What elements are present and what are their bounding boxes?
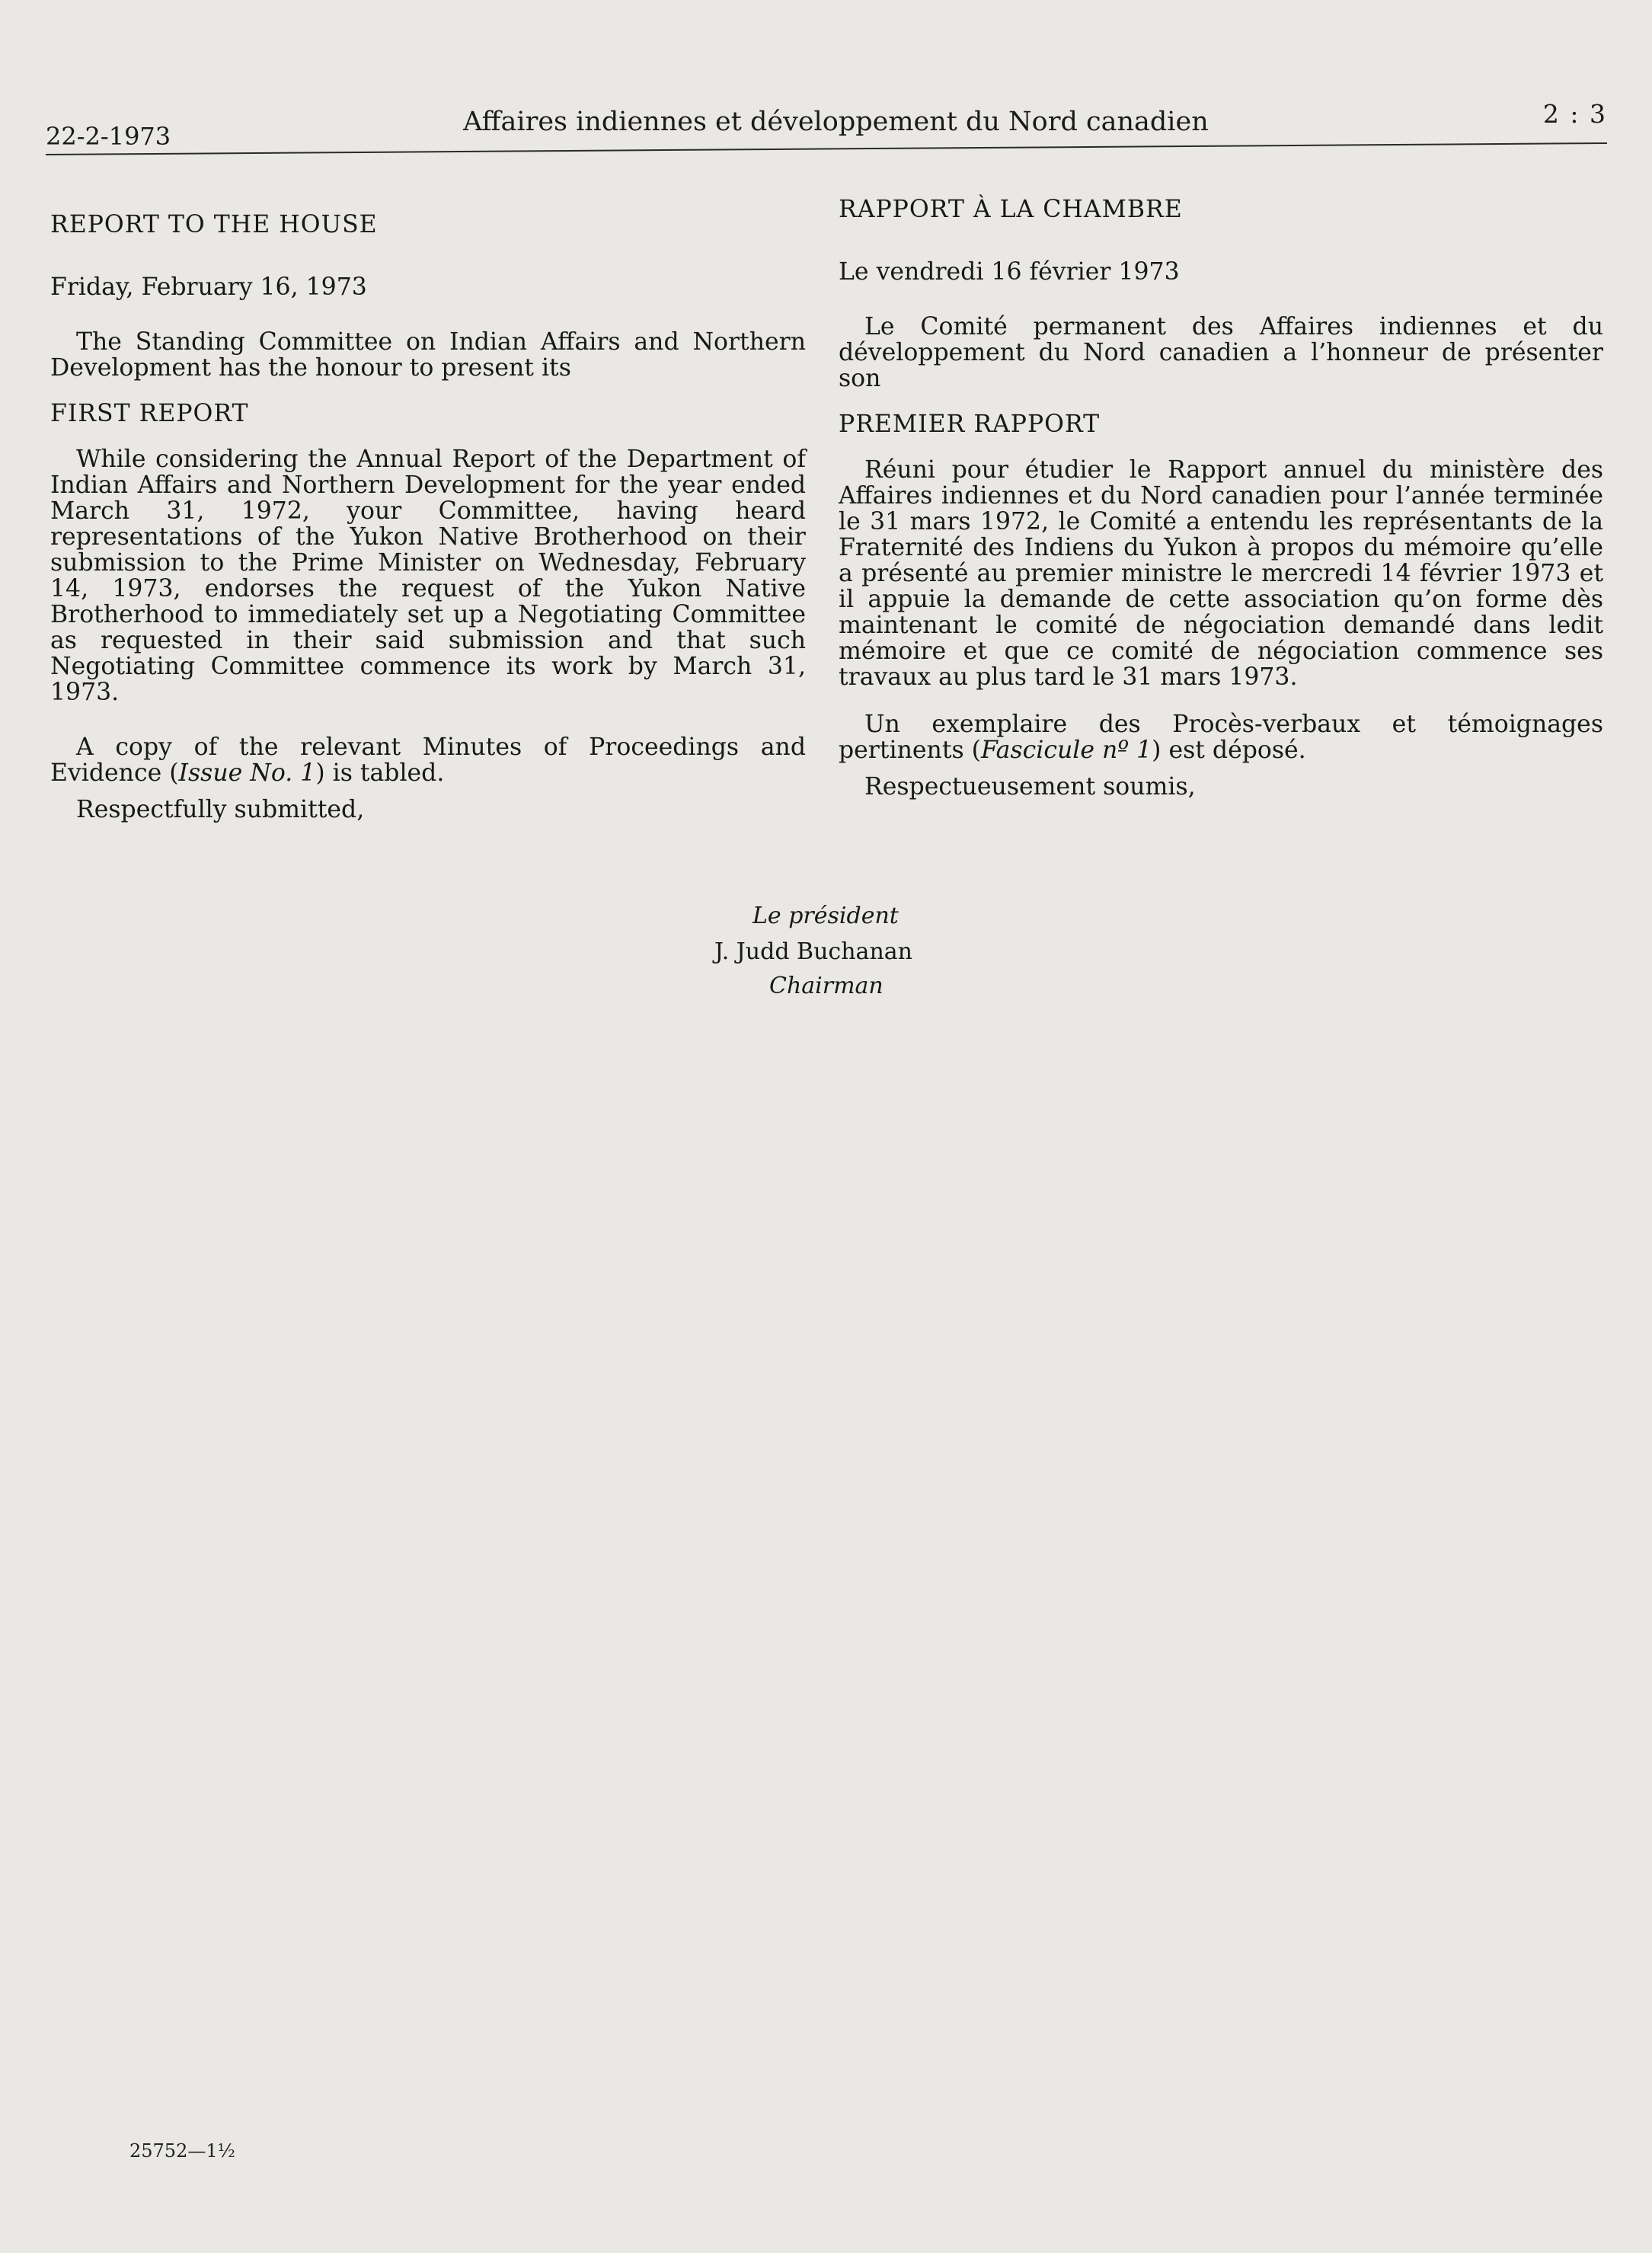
signature-title-en: Chairman — [769, 973, 884, 999]
report-title-fr: PREMIER RAPPORT — [839, 411, 1101, 438]
report-closing-fr: Respectueusement soumis, — [864, 773, 1196, 801]
report-heading-en: REPORT TO THE HOUSE — [50, 211, 378, 238]
header-title: Affaires indiennes et développement du Nord canadien — [463, 107, 1209, 137]
report-body-en: While considering the Annual Report of the Department of Indian Affairs and Northern Development for the year ended March 31, 1972, your Committee, having heard representations of the Yukon Native Brotherhood on their submission to the Prime Minister on Wednesday, February 14, 1973, endorses the request of the Yukon Native Brotherhood to immediately set up a Negotiating Committee as requested in their said submission and that such Negotiating Committee commence its work by March 31, 1973. — [50, 446, 806, 706]
report-title-en: FIRST REPORT — [50, 400, 249, 427]
signature-name: J. Judd Buchanan — [714, 938, 912, 965]
tabled-prefix-en: A copy of the relevant Minutes of Proceedings and Evidence ( — [50, 733, 806, 787]
tabled-issue-fr: Fascicule nº 1 — [980, 737, 1152, 764]
printer-code: 25752—1½ — [129, 2140, 235, 2162]
report-date-en: Friday, February 16, 1973 — [50, 273, 367, 301]
report-intro-en: The Standing Committee on Indian Affairs and Northern Development has the honour to present its — [50, 328, 806, 382]
report-tabled-fr — [839, 711, 1603, 763]
tabled-suffix-fr: ) est déposé. — [1152, 737, 1306, 764]
tabled-issue-en: Issue No. 1 — [178, 759, 316, 787]
french-column — [839, 197, 1603, 800]
report-tabled-en — [50, 734, 806, 786]
report-heading-fr: RAPPORT À LA CHAMBRE — [839, 196, 1183, 223]
header-date: 22-2-1973 — [46, 122, 171, 151]
page-number: 2 : 3 — [1542, 99, 1607, 129]
english-column — [50, 212, 806, 823]
signature-title-fr: Le président — [753, 903, 899, 929]
report-closing-en: Respectfully submitted, — [76, 796, 365, 823]
tabled-suffix-en: ) is tabled. — [315, 759, 445, 787]
report-date-fr: Le vendredi 16 février 1973 — [839, 258, 1180, 286]
tabled-prefix-fr: Un exemplaire des Procès-verbaux et témoignages pertinents ( — [839, 711, 1603, 764]
report-intro-fr: Le Comité permanent des Affaires indiennes et du développement du Nord canadien a l’honneur de présenter son — [839, 313, 1603, 392]
report-body-fr: Réuni pour étudier le Rapport annuel du ministère des Affaires indiennes et du Nord canadien pour l’année terminée le 31 mars 1972, le Comité a entendu les représentants de la Fraternité des Indiens du Yukon à propos du mémoire qu’elle a présenté au premier ministre le mercredi 14 février 1973 et il appuie la demande de cette association qu’on forme dès maintenant le comité de négociation demandé dans ledit mémoire et que ce comité de négociation commence ses travaux au plus tard le 31 mars 1973. — [839, 456, 1603, 691]
